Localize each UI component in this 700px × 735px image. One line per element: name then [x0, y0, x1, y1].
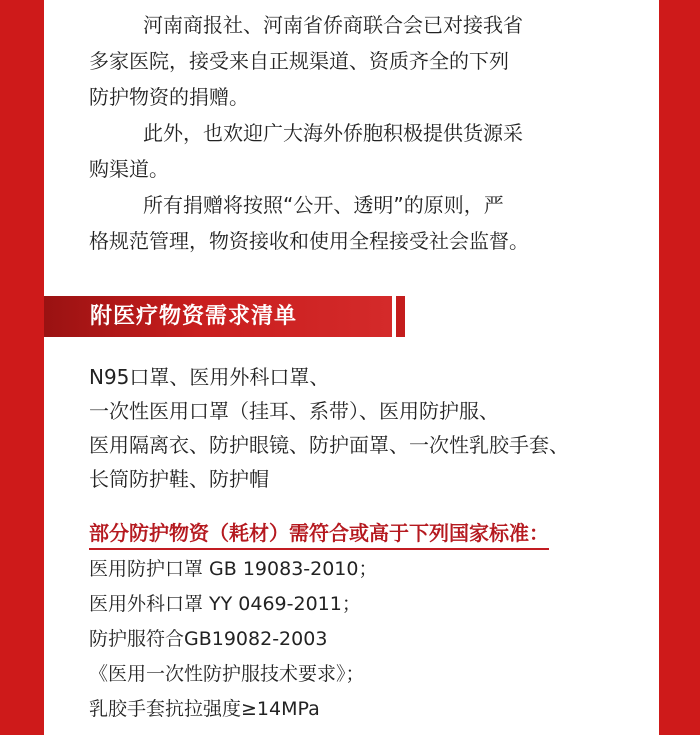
standard-line: 《医用一次性防护服技术要求》； — [89, 663, 365, 685]
standards-list — [89, 552, 649, 727]
supplies-line: 长筒防护鞋、防护帽 — [89, 467, 269, 491]
intro-paragraphs — [89, 0, 649, 259]
section-banner — [44, 296, 405, 337]
supplies-line: 一次性医用口罩（挂耳、系带）、医用防护服、 — [89, 399, 499, 423]
intro-line: 河南商报社、河南省侨商联合会已对接我省 — [143, 13, 523, 37]
standard-line: 医用外科口罩 YY 0469-2011； — [89, 593, 361, 615]
banner-title: 附医疗物资需求清单 — [90, 304, 298, 329]
standard-line: 乳胶手套抗拉强度≥14MPa — [89, 698, 320, 720]
standards-heading: 部分防护物资（耗材）需符合或高于下列国家标准： — [89, 518, 549, 550]
banner-accent-bar — [396, 296, 405, 337]
intro-line: 格规范管理，物资接收和使用全程接受社会监督。 — [89, 229, 529, 253]
standard-line: 医用防护口罩 GB 19083-2010； — [89, 558, 378, 580]
intro-line: 此外，也欢迎广大海外侨胞积极提供货源采 — [143, 121, 523, 145]
standard-line: 防护服符合GB19082-2003 — [89, 628, 328, 650]
supplies-line: N95口罩、医用外科口罩、 — [89, 365, 330, 389]
intro-line: 所有捐赠将按照“公开、透明”的原则，严 — [143, 193, 504, 217]
supplies-list — [89, 360, 659, 496]
intro-line: 多家医院，接受来自正规渠道、资质齐全的下列 — [89, 49, 509, 73]
supplies-line: 医用隔离衣、防护眼镜、防护面罩、一次性乳胶手套、 — [89, 433, 569, 457]
intro-line: 防护物资的捐赠。 — [89, 85, 249, 109]
intro-line: 购渠道。 — [89, 157, 169, 181]
